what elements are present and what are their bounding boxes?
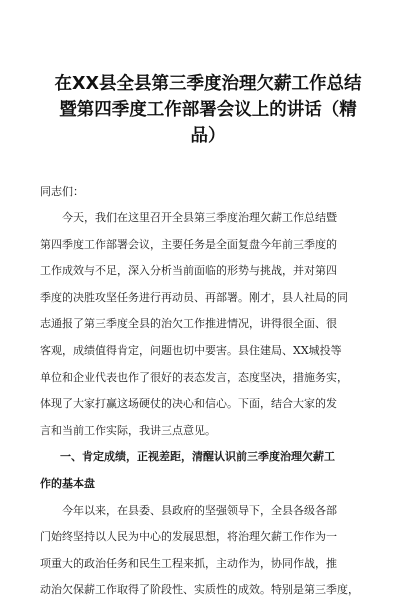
title-line: 暨第四季度工作部署会议上的讲话（精	[59, 100, 357, 120]
text-line: 门始终坚持以人民为中心的发展思想，将治理欠薪工作作为一	[40, 530, 337, 544]
text-line: 志通报了第三季度全县的治欠工作推进情况，讲得很全面、很	[40, 317, 337, 331]
heading-line: 作的基本盘	[40, 476, 95, 490]
text-line: 单位和企业代表也作了很好的表态发言，态度坚决，措施务实，	[40, 370, 348, 384]
salutation: 同志们：	[40, 185, 84, 198]
text-line: 今天，我们在这里召开全县第三季度治理欠薪工作总结暨	[62, 211, 337, 224]
title-line: 品）	[190, 126, 226, 146]
text-line: 动治欠保薪工作取得了阶段性、实质性的成效。特别是第三季度，	[40, 583, 359, 597]
text-line: 项重大的政治任务和民生工程来抓，主动作为，协同作战，推	[40, 556, 337, 570]
title-line: 在XX县全县第三季度治理欠薪工作总结	[54, 74, 362, 94]
text-line: 言和当前工作实际，我讲三点意见。	[40, 423, 216, 437]
text-line: 季度的决胜攻坚任务进行再动员、再部署。刚才，县人社局的同	[40, 290, 348, 304]
heading-line: 一、肯定成绩，正视差距，清醒认识前三季度治理欠薪工	[60, 450, 335, 464]
text-line: 第四季度工作部署会议，主要任务是全面复盘今年前三季度的	[40, 237, 337, 251]
paragraph-opening	[40, 205, 376, 444]
text-line: 体现了大家打赢这场硬仗的决心和信心。下面，结合大家的发	[40, 397, 337, 411]
text-line: 客观，成绩值得肯定，问题也切中要害。县住建局、XX城投等	[40, 343, 342, 357]
section-heading	[40, 444, 376, 497]
text-line: 工作成效与不足，深入分析当前面临的形势与挑战，并对第四	[40, 264, 337, 278]
document-title	[40, 0, 376, 149]
text-line: 今年以来，在县委、县政府的坚强领导下，全县各级各部	[62, 503, 337, 517]
paragraph-body	[40, 498, 376, 604]
